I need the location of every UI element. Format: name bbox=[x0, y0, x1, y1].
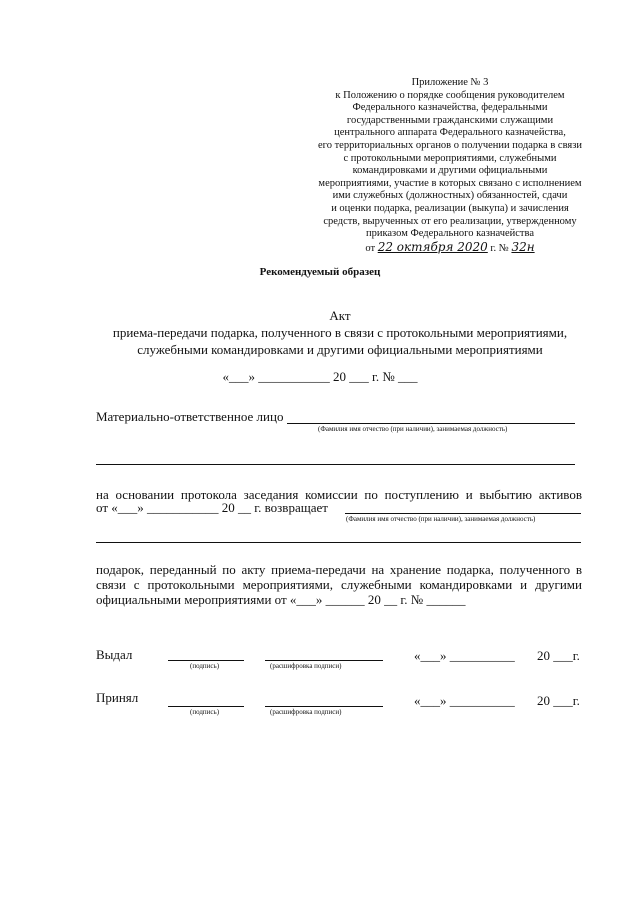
gift-line: официальными мероприятиями от «___» ______ 20 __ г. № ______ bbox=[96, 592, 466, 607]
issued-year: 20 ___г. bbox=[537, 648, 580, 663]
received-decode-field[interactable] bbox=[265, 706, 383, 707]
issued-decode-caption: (расшифровка подписи) bbox=[270, 662, 342, 670]
received-signature-field[interactable] bbox=[168, 706, 244, 707]
header-line: Приложение № 3 bbox=[411, 77, 489, 88]
header-line: ими служебных (должностных) обязанностей, сдачи bbox=[332, 190, 568, 202]
basis-line: на основании протокола заседания комиссии по поступлению и выбытию активов bbox=[96, 487, 582, 502]
issued-date: «___» __________ bbox=[414, 648, 515, 663]
header-line: с протокольными мероприятиями, служебными bbox=[343, 152, 557, 164]
received-year: 20 ___г. bbox=[537, 693, 580, 708]
returner-field[interactable] bbox=[345, 513, 581, 514]
returner-caption: (Фамилия имя отчество (при наличии), занимаемая должность) bbox=[346, 515, 536, 523]
responsible-field[interactable] bbox=[287, 423, 575, 424]
issued-label: Выдал bbox=[96, 647, 133, 662]
issued-decode-field[interactable] bbox=[265, 660, 383, 661]
received-label: Принял bbox=[96, 690, 139, 705]
title-line: приема-передачи подарка, полученного в связи с протокольными мероприятиями, bbox=[112, 325, 568, 340]
header-line: его территориальных органов о получении подарка в связи bbox=[318, 139, 582, 151]
order-number-handwritten: 32н bbox=[511, 239, 535, 254]
order-mid: г. № bbox=[490, 242, 509, 254]
header-line: приказом Федерального казначейства bbox=[365, 228, 535, 240]
responsible-field-continued[interactable] bbox=[96, 464, 575, 465]
header-line: центрального аппарата Федерального казначейства, bbox=[334, 127, 566, 139]
received-decode-caption: (расшифровка подписи) bbox=[270, 708, 342, 716]
header-line: государственными гражданскими служащими bbox=[346, 114, 554, 126]
header-line: к Положению о порядке сообщения руководителем bbox=[335, 89, 565, 101]
issued-signature-field[interactable] bbox=[168, 660, 244, 661]
order-date-handwritten: 22 октября 2020 bbox=[377, 239, 488, 254]
basis-line: от «___» ___________ 20 __ г. возвращает bbox=[96, 500, 328, 515]
act-date-number: «___» ___________ 20 ___ г. № ___ bbox=[222, 369, 418, 384]
header-line: средств, вырученных от его реализации, утвержденному bbox=[323, 215, 577, 227]
received-date: «___» __________ bbox=[414, 693, 515, 708]
responsible-label: Материально-ответственное лицо bbox=[96, 409, 284, 424]
document-title bbox=[60, 307, 620, 358]
title-line: Акт bbox=[329, 308, 351, 323]
gift-line: подарок, переданный по акту приема-передачи на хранение подарка, полученного в bbox=[96, 562, 582, 577]
order-reference bbox=[300, 241, 600, 256]
gift-line: связи с протокольными мероприятиями, служебными командировками и другими bbox=[96, 577, 582, 592]
header-line: мероприятиями, участие в которых связано с исполнением bbox=[318, 177, 582, 189]
header-line: и оценки подарка, реализации (выкупа) и зачисления bbox=[331, 202, 569, 214]
appendix-header bbox=[300, 77, 600, 255]
issued-signature-caption: (подпись) bbox=[190, 662, 220, 670]
responsible-caption: (Фамилия имя отчество (при наличии), занимаемая должность) bbox=[318, 425, 508, 433]
header-line: командировками и другими официальными bbox=[352, 165, 548, 177]
returner-field-continued[interactable] bbox=[96, 542, 581, 543]
header-line: Федерального казначейства, федеральными bbox=[352, 102, 548, 114]
title-line: служебными командировками и другими официальными мероприятиями bbox=[137, 342, 543, 357]
recommended-sample-label: Рекомендуемый образец bbox=[259, 266, 381, 278]
order-prefix: от bbox=[365, 242, 376, 254]
received-signature-caption: (подпись) bbox=[190, 708, 220, 716]
